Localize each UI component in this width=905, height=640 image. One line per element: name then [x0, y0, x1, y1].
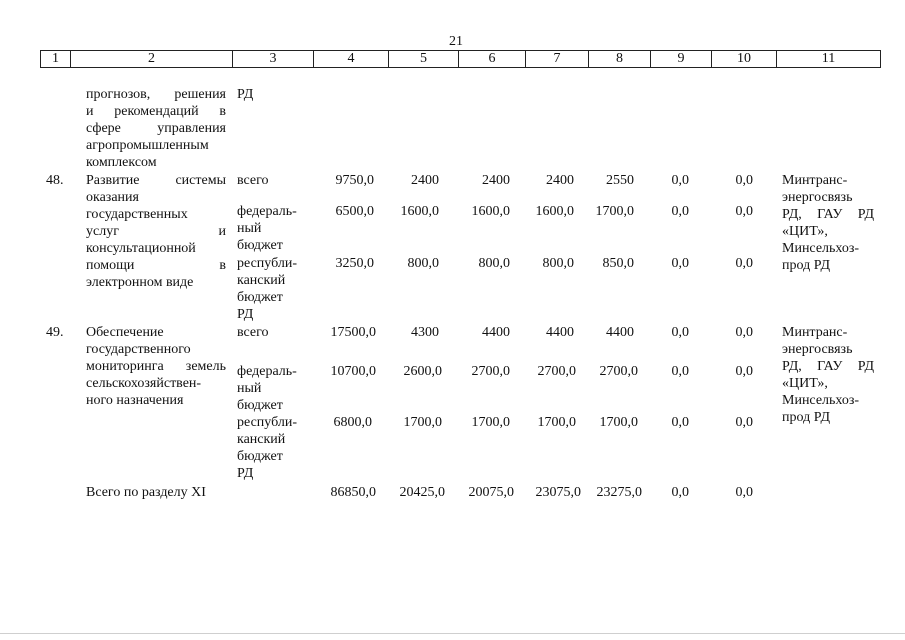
- value-cell: 4400: [546, 325, 574, 340]
- value-cell: 1600,0: [471, 204, 510, 219]
- executor-line: Минсельхоз-: [782, 241, 860, 256]
- source-line: республи-: [237, 256, 297, 271]
- source-line: канский: [237, 432, 286, 447]
- column-header-2: 2: [148, 51, 155, 66]
- source-line: РД: [237, 307, 254, 322]
- total-value-cell: 0,0: [735, 485, 753, 500]
- value-cell: 4400: [482, 325, 510, 340]
- value-cell: 850,0: [602, 256, 634, 271]
- description-line: государственных: [86, 207, 188, 222]
- page-number: 21: [449, 34, 463, 49]
- value-cell: 2400: [482, 173, 510, 188]
- executor-line: прод РД: [782, 258, 830, 273]
- value-cell: 0,0: [735, 325, 753, 340]
- source-line: канский: [237, 273, 286, 288]
- value-cell: 0,0: [671, 256, 689, 271]
- description-line: и рекомендаций в: [86, 104, 226, 119]
- executor-line: РД, ГАУ РД: [782, 207, 874, 222]
- column-header-3: 3: [269, 51, 277, 66]
- executor-line: Минтранс-: [782, 325, 848, 340]
- description-line: государственного: [86, 342, 191, 357]
- value-cell: 0,0: [735, 173, 753, 188]
- header-bottom-rule: [40, 67, 881, 68]
- source-line: федераль-: [237, 364, 297, 379]
- value-cell: 6500,0: [335, 204, 374, 219]
- description-line: Обеспечение: [86, 325, 164, 340]
- total-value-cell: 23275,0: [596, 485, 642, 500]
- value-cell: 1700,0: [537, 415, 576, 430]
- column-header-1: 1: [52, 51, 59, 66]
- executor-line: «ЦИТ»,: [782, 376, 828, 391]
- source-line: бюджет: [237, 449, 283, 464]
- description-line: мониторинга земель: [86, 359, 226, 374]
- value-cell: 2400: [411, 173, 439, 188]
- value-cell: 0,0: [671, 325, 689, 340]
- description-line: оказания: [86, 190, 139, 205]
- source-line: РД: [237, 466, 254, 481]
- header-divider: [880, 50, 881, 68]
- description-line: услуг и: [86, 224, 226, 239]
- funding-source-federal: [237, 203, 315, 254]
- value-cell: 800,0: [407, 256, 439, 271]
- value-cell: 9750,0: [335, 173, 374, 188]
- description-line: консультационной: [86, 241, 196, 256]
- description-line: прогнозов, решения: [86, 87, 226, 102]
- value-cell: 800,0: [478, 256, 510, 271]
- column-header-8: 8: [616, 51, 623, 66]
- source-line: бюджет: [237, 238, 283, 253]
- source-line: республи-: [237, 415, 297, 430]
- row-executors: [782, 172, 874, 274]
- executor-line: Минсельхоз-: [782, 393, 860, 408]
- row-number: 48.: [46, 173, 64, 188]
- value-cell: 2700,0: [471, 364, 510, 379]
- value-cell: 0,0: [735, 256, 753, 271]
- column-header-9: 9: [677, 51, 685, 66]
- total-value-cell: 20425,0: [399, 485, 445, 500]
- description-line: сфере управления: [86, 121, 226, 136]
- source-line: бюджет: [237, 398, 283, 413]
- funding-source-total: всего: [237, 325, 269, 340]
- value-cell: 1700,0: [403, 415, 442, 430]
- total-value-cell: 20075,0: [468, 485, 514, 500]
- source-line: федераль-: [237, 204, 297, 219]
- value-cell: 0,0: [671, 364, 689, 379]
- executor-line: прод РД: [782, 410, 830, 425]
- funding-source-republican: [237, 414, 315, 482]
- funding-source-total: всего: [237, 173, 269, 188]
- value-cell: 1600,0: [400, 204, 439, 219]
- value-cell: 1700,0: [471, 415, 510, 430]
- description-line: электронном виде: [86, 275, 194, 290]
- description-line: Развитие системы: [86, 173, 226, 188]
- source-line: бюджет: [237, 290, 283, 305]
- value-cell: 1600,0: [535, 204, 574, 219]
- value-cell: 1700,0: [599, 415, 638, 430]
- value-cell: 0,0: [671, 173, 689, 188]
- executor-line: «ЦИТ»,: [782, 224, 828, 239]
- value-cell: 3250,0: [335, 256, 374, 271]
- row-description: [86, 172, 226, 291]
- description-line: помощи в: [86, 258, 226, 273]
- funding-source-federal: [237, 363, 315, 414]
- column-header-5: 5: [420, 51, 427, 66]
- column-header-7: 7: [553, 51, 561, 66]
- executor-line: энергосвязь: [782, 190, 853, 205]
- description-line: сельскохозяйствен-: [86, 376, 202, 391]
- section-total-label: Всего по разделу XI: [86, 485, 206, 500]
- column-header-6: 6: [488, 51, 496, 66]
- value-cell: 17500,0: [330, 325, 376, 340]
- value-cell: 4400: [606, 325, 634, 340]
- value-cell: 4300: [411, 325, 439, 340]
- value-cell: 2700,0: [537, 364, 576, 379]
- value-cell: 0,0: [671, 415, 689, 430]
- executor-line: энергосвязь: [782, 342, 853, 357]
- value-cell: 800,0: [542, 256, 574, 271]
- continued-source: РД: [237, 87, 254, 102]
- description-line: комплексом: [86, 155, 157, 170]
- value-cell: 2400: [546, 173, 574, 188]
- executor-line: РД, ГАУ РД: [782, 359, 874, 374]
- value-cell: 1700,0: [595, 204, 634, 219]
- continued-description: [86, 86, 226, 171]
- description-line: ного назначения: [86, 393, 184, 408]
- description-line: агропромышленным: [86, 138, 209, 153]
- source-line: ный: [237, 221, 262, 236]
- total-value-cell: 86850,0: [330, 485, 376, 500]
- value-cell: 0,0: [735, 415, 753, 430]
- row-number: 49.: [46, 325, 64, 340]
- column-header-11: 11: [821, 51, 836, 66]
- executor-line: Минтранс-: [782, 173, 848, 188]
- value-cell: 6800,0: [333, 415, 372, 430]
- total-value-cell: 0,0: [671, 485, 689, 500]
- value-cell: 2600,0: [403, 364, 442, 379]
- value-cell: 0,0: [735, 204, 753, 219]
- funding-source-republican: [237, 255, 315, 323]
- row-executors: [782, 324, 874, 426]
- scan-edge-line: [0, 633, 905, 634]
- value-cell: 0,0: [671, 204, 689, 219]
- row-description: [86, 324, 226, 409]
- total-value-cell: 23075,0: [535, 485, 581, 500]
- value-cell: 0,0: [735, 364, 753, 379]
- source-line: ный: [237, 381, 262, 396]
- value-cell: 2550: [606, 173, 634, 188]
- column-header-4: 4: [347, 51, 355, 66]
- column-header-10: 10: [737, 51, 751, 66]
- value-cell: 10700,0: [330, 364, 376, 379]
- value-cell: 2700,0: [599, 364, 638, 379]
